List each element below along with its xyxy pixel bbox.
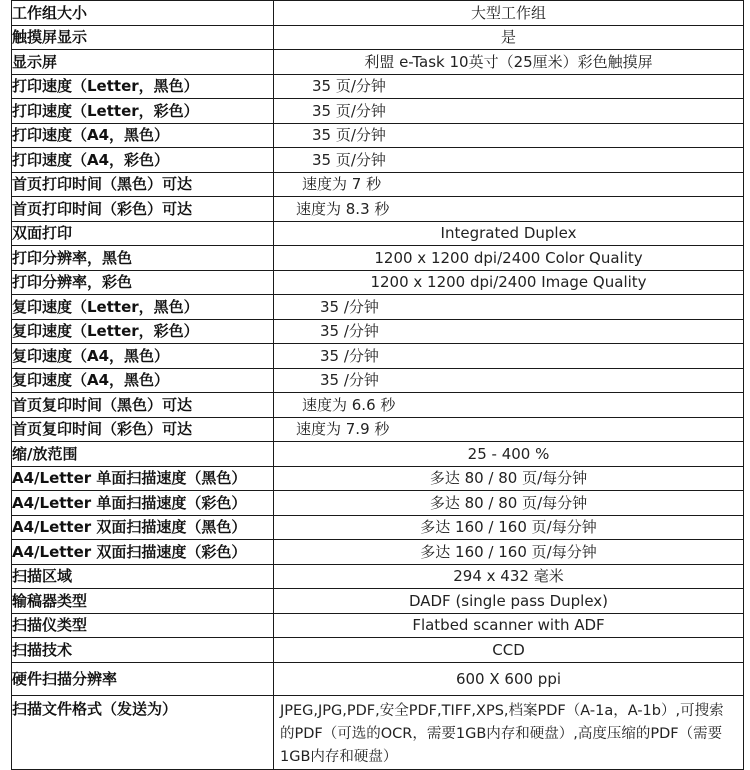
spec-value: 1200 x 1200 dpi/2400 Color Quality (274, 246, 744, 271)
table-row (12, 221, 744, 246)
spec-value: 多达 160 / 160 页/每分钟 (274, 540, 744, 565)
table-row (12, 295, 744, 320)
spec-value: DADF (single pass Duplex) (274, 589, 744, 614)
table-row (12, 393, 744, 418)
spec-label: 打印分辨率，彩色 (12, 270, 274, 295)
spec-label: 输稿器类型 (12, 589, 274, 614)
spec-value: 多达 80 / 80 页/每分钟 (274, 466, 744, 491)
spec-label: 打印速度（Letter，彩色） (12, 99, 274, 124)
spec-value: 速度为 8.3 秒 (274, 197, 744, 222)
spec-label: 首页复印时间（彩色）可达 (12, 417, 274, 442)
spec-label: 打印分辨率，黑色 (12, 246, 274, 271)
spec-label: 双面打印 (12, 221, 274, 246)
spec-value: 是 (274, 25, 744, 50)
spec-value: 35 页/分钟 (274, 74, 744, 99)
spec-value: 速度为 7.9 秒 (274, 417, 744, 442)
table-row (12, 1, 744, 26)
spec-value: CCD (274, 638, 744, 663)
spec-value: 35 /分钟 (274, 295, 744, 320)
spec-label: 首页打印时间（黑色）可达 (12, 172, 274, 197)
table-row (12, 662, 744, 695)
table-row (12, 442, 744, 467)
table-row (12, 123, 744, 148)
spec-value: 1200 x 1200 dpi/2400 Image Quality (274, 270, 744, 295)
spec-table (11, 0, 744, 770)
table-row (12, 638, 744, 663)
spec-label: 打印速度（A4，黑色） (12, 123, 274, 148)
spec-value: 600 X 600 ppi (274, 662, 744, 695)
table-row (12, 515, 744, 540)
table-row (12, 613, 744, 638)
table-row (12, 172, 744, 197)
table-row (12, 74, 744, 99)
spec-label: 首页打印时间（彩色）可达 (12, 197, 274, 222)
spec-label: 扫描区域 (12, 564, 274, 589)
spec-value: 速度为 6.6 秒 (274, 393, 744, 418)
spec-label: 扫描仪类型 (12, 613, 274, 638)
spec-value: 35 页/分钟 (274, 99, 744, 124)
table-row (12, 270, 744, 295)
table-row (12, 368, 744, 393)
spec-label: 硬件扫描分辨率 (12, 662, 274, 695)
table-row (12, 491, 744, 516)
spec-value: 多达 80 / 80 页/每分钟 (274, 491, 744, 516)
spec-value: Integrated Duplex (274, 221, 744, 246)
spec-label: 打印速度（A4，彩色） (12, 148, 274, 173)
spec-label: 打印速度（Letter，黑色） (12, 74, 274, 99)
spec-value: 35 /分钟 (274, 368, 744, 393)
table-row (12, 344, 744, 369)
table-row (12, 50, 744, 75)
spec-label: A4/Letter 单面扫描速度（彩色） (12, 491, 274, 516)
spec-label: 首页复印时间（黑色）可达 (12, 393, 274, 418)
spec-value: 大型工作组 (274, 1, 744, 26)
spec-label: 工作组大小 (12, 1, 274, 26)
spec-sheet (11, 0, 744, 770)
table-row (12, 246, 744, 271)
spec-value: 25 - 400 % (274, 442, 744, 467)
spec-label: 复印速度（A4，黑色） (12, 368, 274, 393)
table-row (12, 197, 744, 222)
spec-label: 复印速度（Letter，彩色） (12, 319, 274, 344)
spec-label: 缩/放范围 (12, 442, 274, 467)
spec-label: 扫描文件格式（发送为） (12, 695, 274, 769)
table-row (12, 99, 744, 124)
table-row (12, 695, 744, 769)
spec-value: 利盟 e-Task 10英寸（25厘米）彩色触摸屏 (274, 50, 744, 75)
spec-value: JPEG,JPG,PDF,安全PDF,TIFF,XPS,档案PDF（A-1a，A-1b）,可搜索的PDF（可选的OCR，需要1GB内存和硬盘）,高度压缩的PDF（需要1GB内存和硬盘） (274, 695, 744, 769)
table-row (12, 466, 744, 491)
spec-value: 35 /分钟 (274, 319, 744, 344)
spec-label: 触摸屏显示 (12, 25, 274, 50)
table-row (12, 540, 744, 565)
spec-label: A4/Letter 单面扫描速度（黑色） (12, 466, 274, 491)
table-row (12, 417, 744, 442)
spec-label: A4/Letter 双面扫描速度（黑色） (12, 515, 274, 540)
spec-label: 显示屏 (12, 50, 274, 75)
spec-value: 速度为 7 秒 (274, 172, 744, 197)
spec-label: 复印速度（A4，黑色） (12, 344, 274, 369)
spec-label: 复印速度（Letter，黑色） (12, 295, 274, 320)
table-row (12, 589, 744, 614)
table-row (12, 564, 744, 589)
spec-label: 扫描技术 (12, 638, 274, 663)
spec-value: 35 页/分钟 (274, 148, 744, 173)
spec-value: 多达 160 / 160 页/每分钟 (274, 515, 744, 540)
spec-value: Flatbed scanner with ADF (274, 613, 744, 638)
table-row (12, 25, 744, 50)
table-row (12, 319, 744, 344)
table-row (12, 148, 744, 173)
spec-value: 35 /分钟 (274, 344, 744, 369)
spec-value: 35 页/分钟 (274, 123, 744, 148)
spec-value: 294 x 432 毫米 (274, 564, 744, 589)
spec-label: A4/Letter 双面扫描速度（彩色） (12, 540, 274, 565)
